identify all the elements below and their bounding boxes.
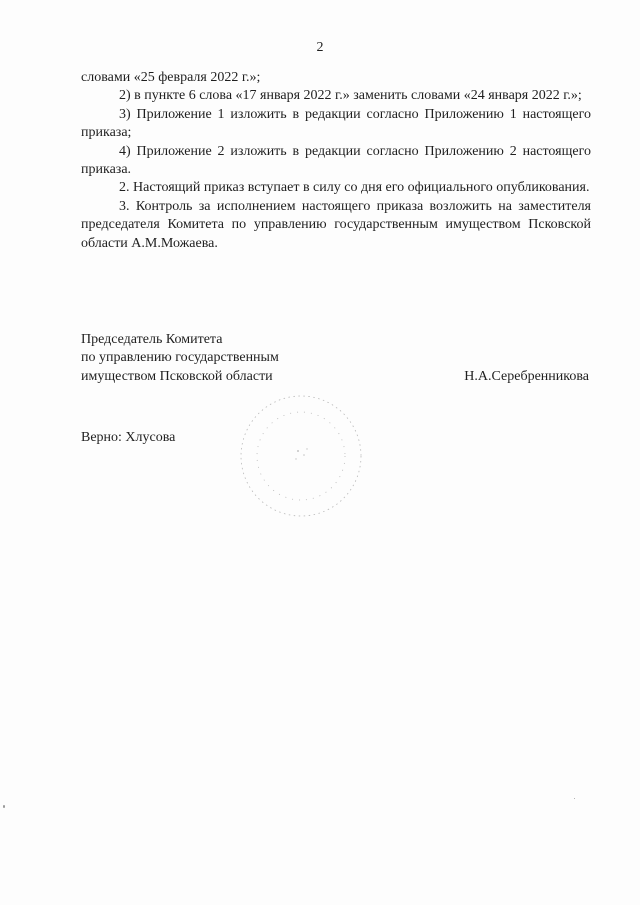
scan-speck: [574, 798, 575, 799]
paragraph-continuation: словами «25 февраля 2022 г.»;: [81, 70, 261, 85]
paragraph-clause-3: 3. Контроль за исполнением настоящего приказа возложить на заместителя председателя Комитета по управлению государственным имуществом Псковской области А.М.Можаева.: [81, 198, 591, 251]
signatory-title-line-2: по управлению государственным: [81, 350, 279, 366]
paragraph-item-2: 2) в пункте 6 слова «17 января 2022 г.» заменить словами «24 января 2022 г.»;: [119, 88, 582, 104]
paragraph-item-4: 4) Приложение 2 изложить в редакции согласно Приложению 2 настоящего приказа.: [81, 143, 591, 178]
signature-block: [81, 331, 591, 386]
signatory-line-3: [81, 368, 591, 386]
paragraph-clause-2: 2. Настоящий приказ вступает в силу со дня его официального опубликования.: [119, 180, 590, 196]
signatory-name: Н.А.Серебренникова: [464, 368, 589, 384]
page-number: 2: [316, 40, 324, 55]
scan-speck: [3, 805, 5, 808]
certification-note: Верно: Хлусова: [81, 430, 176, 445]
document-body: [81, 69, 591, 253]
signatory-title-line-3: имуществом Псковской области: [81, 368, 273, 384]
signatory-title-line-1: Председатель Комитета: [81, 332, 223, 347]
paragraph-item-3: 3) Приложение 1 изложить в редакции согласно Приложению 1 настоящего приказа;: [81, 106, 591, 141]
seal-stamp: [238, 393, 364, 519]
